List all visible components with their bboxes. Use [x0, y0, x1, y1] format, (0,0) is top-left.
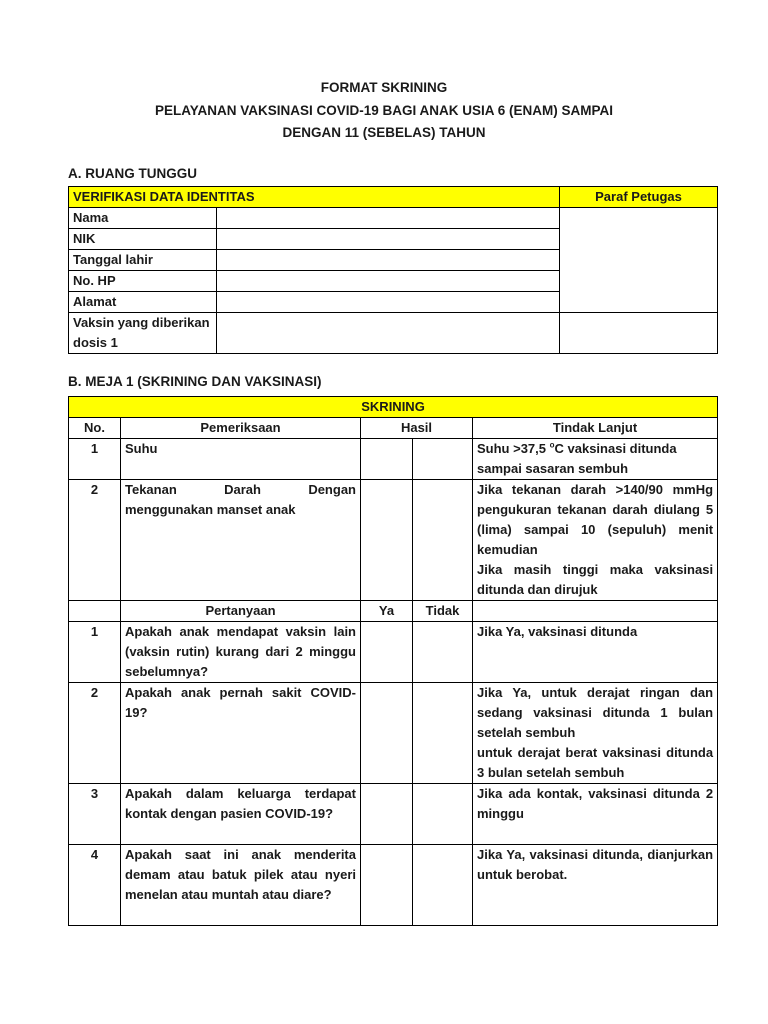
label-tanggal-lahir: Tanggal lahir [69, 250, 217, 271]
question-text: Apakah anak mendapat vaksin lain (vaksin rutin) kurang dari 2 minggu sebelumnya? [121, 622, 361, 683]
question-text: Apakah saat ini anak menderita demam atau batuk pilek atau nyeri menelan atau muntah atau diare? [121, 845, 361, 926]
answer-ya[interactable] [361, 784, 413, 845]
form-subtitle-line1: PELAYANAN VAKSINASI COVID-19 BAGI ANAK USIA 6 (ENAM) SAMPAI [154, 103, 614, 118]
field-no-hp[interactable] [217, 271, 560, 292]
tindak-text: Jika Ya, vaksinasi ditunda, dianjurkan untuk berobat. [473, 845, 718, 926]
col-tindak-lanjut: Tindak Lanjut [473, 418, 718, 439]
skrining-title: SKRINING [69, 397, 718, 418]
paraf-petugas-box[interactable] [560, 208, 718, 313]
answer-tidak[interactable] [413, 845, 473, 926]
hasil-cell[interactable] [413, 439, 473, 480]
label-vaksin-dosis-1: Vaksin yang diberikan dosis 1 [69, 313, 217, 354]
section-b-title: B. MEJA 1 (SKRINING DAN VAKSINASI) [68, 374, 322, 389]
answer-ya[interactable] [361, 845, 413, 926]
answer-ya[interactable] [361, 622, 413, 683]
hasil-cell[interactable] [361, 439, 413, 480]
skrining-table [68, 396, 718, 926]
tindak-text: Jika masih tinggi maka vaksinasi ditunda dan dirujuk [477, 562, 714, 597]
paraf-petugas-header: Paraf Petugas [560, 187, 718, 208]
section-a-title: A. RUANG TUNGGU [68, 166, 197, 181]
identity-table [68, 186, 718, 354]
form-title: FORMAT SKRINING [320, 80, 448, 95]
col-pemeriksaan: Pemeriksaan [121, 418, 361, 439]
tindak-lanjut-suhu [473, 439, 718, 480]
tindak-text: untuk derajat berat vaksinasi ditunda 3 bulan setelah sembuh [477, 745, 714, 780]
question-no: 4 [69, 845, 121, 926]
col-pertanyaan: Pertanyaan [121, 601, 361, 622]
exam-no: 1 [69, 439, 121, 480]
answer-tidak[interactable] [413, 622, 473, 683]
tindak-text: Jika ada kontak, vaksinasi ditunda 2 minggu [473, 784, 718, 845]
hasil-cell[interactable] [413, 480, 473, 601]
tindak-text: Jika Ya, untuk derajat ringan dan sedang vaksinasi ditunda 1 bulan setelah sembuh [477, 685, 714, 740]
q-header-blank [473, 601, 718, 622]
form-subtitle-line2: DENGAN 11 (SEBELAS) TAHUN [282, 125, 486, 140]
answer-tidak[interactable] [413, 683, 473, 784]
label-no-hp: No. HP [69, 271, 217, 292]
field-alamat[interactable] [217, 292, 560, 313]
tindak-lanjut-tekanan-darah [473, 480, 718, 601]
question-no: 2 [69, 683, 121, 784]
answer-ya[interactable] [361, 683, 413, 784]
label-nama: Nama [69, 208, 217, 229]
exam-no: 2 [69, 480, 121, 601]
q-header-blank [69, 601, 121, 622]
field-vaksin-dosis-1[interactable] [217, 313, 560, 354]
answer-tidak[interactable] [413, 784, 473, 845]
tindak-text: Jika Ya, vaksinasi ditunda [473, 622, 718, 683]
hasil-cell[interactable] [361, 480, 413, 601]
identity-header: VERIFIKASI DATA IDENTITAS [69, 187, 560, 208]
exam-item: Suhu [121, 439, 361, 480]
tindak-text: Jika tekanan darah >140/90 mmHg pengukuran tekanan darah diulang 5 (lima) sampai 10 (sepuluh) menit kemudian [477, 482, 714, 557]
col-tidak: Tidak [413, 601, 473, 622]
tindak-text: C vaksinasi ditunda sampai sasaran sembuh [477, 441, 677, 476]
tindak-lanjut-q2 [473, 683, 718, 784]
question-text: Apakah dalam keluarga terdapat kontak dengan pasien COVID-19? [121, 784, 361, 845]
col-no: No. [69, 418, 121, 439]
degree-sign: o [549, 440, 555, 450]
question-text: Apakah anak pernah sakit COVID- 19? [121, 683, 361, 784]
exam-item: Tekanan Darah Dengan menggunakan manset anak [121, 480, 361, 601]
field-nama[interactable] [217, 208, 560, 229]
label-alamat: Alamat [69, 292, 217, 313]
field-tanggal-lahir[interactable] [217, 250, 560, 271]
label-nik: NIK [69, 229, 217, 250]
question-no: 1 [69, 622, 121, 683]
question-no: 3 [69, 784, 121, 845]
col-hasil: Hasil [361, 418, 473, 439]
field-nik[interactable] [217, 229, 560, 250]
tindak-text: Suhu >37,5 [477, 441, 550, 456]
paraf-petugas-box-2[interactable] [560, 313, 718, 354]
col-ya: Ya [361, 601, 413, 622]
